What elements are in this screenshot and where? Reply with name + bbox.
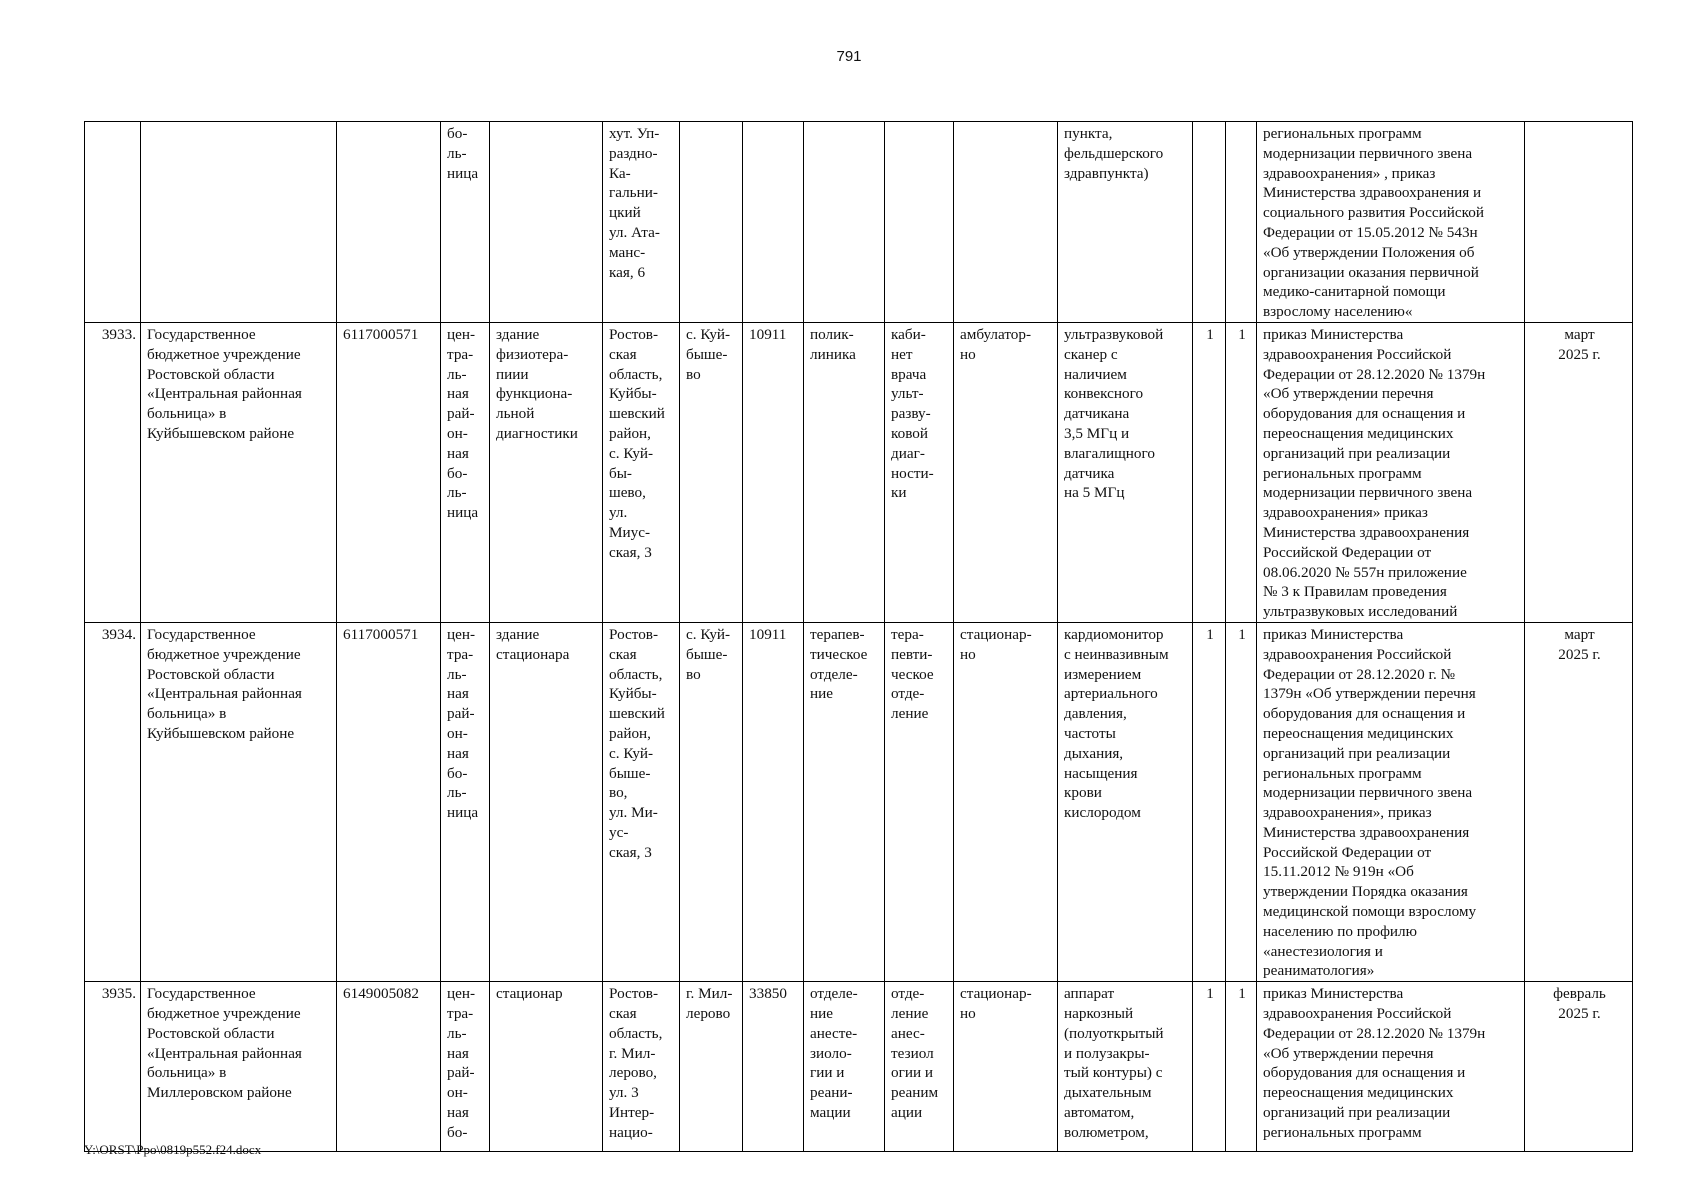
quantity-1-cell: 1 xyxy=(1193,622,1226,981)
subdivision-cell: отде- ление анес- тезиол огии и реаним ации xyxy=(885,982,954,1152)
department-cell: полик- линика xyxy=(804,322,885,622)
delivery-date-cell: март 2025 г. xyxy=(1525,322,1633,622)
facility-type-cell: бо- ль- ница xyxy=(441,122,490,323)
table-row xyxy=(85,122,1633,323)
organization-name-cell: Государственное бюджетное учреждение Ростовской области «Центральная районная больница» в Куйбышевском районе xyxy=(141,622,337,981)
organization-name-cell: Государственное бюджетное учреждение Ростовской области «Центральная районная больница» в Куйбышевском районе xyxy=(141,322,337,622)
department-cell: терапев- тическое отделе- ние xyxy=(804,622,885,981)
quantity-2-cell: 1 xyxy=(1226,322,1257,622)
delivery-date-cell: февраль 2025 г. xyxy=(1525,982,1633,1152)
subdivision-cell: тера- певти- ческое отде- ление xyxy=(885,622,954,981)
organization-name-cell xyxy=(141,122,337,323)
oktmo-code-cell: 10911 xyxy=(743,322,804,622)
equipment-name-cell: аппарат наркозный (полуоткрытый и полузакры- тый контуры) с дыхательным автоматом, волюметром, xyxy=(1058,982,1193,1152)
inn-code-cell: 6117000571 xyxy=(337,322,441,622)
row-number-cell: 3934. xyxy=(85,622,141,981)
equipment-table xyxy=(84,121,1633,1152)
equipment-name-cell: ультразвуковой сканер с наличием конвексного датчикана 3,5 МГц и влагалищного датчика на 5 МГц xyxy=(1058,322,1193,622)
subdivision-cell xyxy=(885,122,954,323)
settlement-cell: г. Мил- лерово xyxy=(680,982,743,1152)
table-row xyxy=(85,622,1633,981)
care-conditions-cell: стационар- но xyxy=(954,982,1058,1152)
inn-code-cell: 6149005082 xyxy=(337,982,441,1152)
oktmo-code-cell: 33850 xyxy=(743,982,804,1152)
facility-type-cell: цен- тра- ль- ная рай- он- ная бо- ль- ница xyxy=(441,322,490,622)
regulatory-basis-cell: приказ Министерства здравоохранения Российской Федерации от 28.12.2020 г. № 1379н «Об утверждении перечня оборудования для оснащения и переоснащения медицинских организаций при реализации региональных программ модернизации первичного звена здравоохранения», приказ Министерства здравоохранения Российской Федерации от 15.11.2012 № 919н «Об утверждении Порядка оказания медицинской помощи взрослому населению по профилю «анестезиология и реаниматология» xyxy=(1257,622,1525,981)
oktmo-code-cell: 10911 xyxy=(743,622,804,981)
quantity-2-cell xyxy=(1226,122,1257,323)
department-cell: отделе- ние анесте- зиоло- гии и реани- мации xyxy=(804,982,885,1152)
page-number: 791 xyxy=(836,48,862,65)
delivery-date-cell xyxy=(1525,122,1633,323)
quantity-2-cell: 1 xyxy=(1226,622,1257,981)
inn-code-cell xyxy=(337,122,441,323)
row-number-cell: 3933. xyxy=(85,322,141,622)
regulatory-basis-cell: приказ Министерства здравоохранения Российской Федерации от 28.12.2020 № 1379н «Об утверждении перечня оборудования для оснащения и переоснащения медицинских организаций при реализации региональных программ xyxy=(1257,982,1525,1152)
address-cell: Ростов- ская область, Куйбы- шевский район, с. Куй- бы- шево, ул. Миус- ская, 3 xyxy=(603,322,680,622)
quantity-1-cell xyxy=(1193,122,1226,323)
inn-code-cell: 6117000571 xyxy=(337,622,441,981)
row-number-cell xyxy=(85,122,141,323)
delivery-date-cell: март 2025 г. xyxy=(1525,622,1633,981)
address-cell: хут. Уп- раздно- Ка- гальни- цкий ул. Ата- манс- кая, 6 xyxy=(603,122,680,323)
settlement-cell: с. Куй- быше- во xyxy=(680,322,743,622)
quantity-1-cell: 1 xyxy=(1193,322,1226,622)
table-row xyxy=(85,322,1633,622)
quantity-1-cell: 1 xyxy=(1193,982,1226,1152)
address-cell: Ростов- ская область, г. Мил- лерово, ул. 3 Интер- нацио- xyxy=(603,982,680,1152)
care-conditions-cell: стационар- но xyxy=(954,622,1058,981)
organization-name-cell: Государственное бюджетное учреждение Ростовской области «Центральная районная больница» в Миллеровском районе xyxy=(141,982,337,1152)
care-conditions-cell: амбулатор- но xyxy=(954,322,1058,622)
quantity-2-cell: 1 xyxy=(1226,982,1257,1152)
table-row xyxy=(85,982,1633,1152)
building-name-cell: стационар xyxy=(490,982,603,1152)
regulatory-basis-cell: приказ Министерства здравоохранения Российской Федерации от 28.12.2020 № 1379н «Об утверждении перечня оборудования для оснащения и переоснащения медицинских организаций при реализации региональных программ модернизации первичного звена здравоохранения» приказ Министерства здравоохранения Российской Федерации от 08.06.2020 № 557н приложение № 3 к Правилам проведения ультразвуковых исследований xyxy=(1257,322,1525,622)
care-conditions-cell xyxy=(954,122,1058,323)
facility-type-cell: цен- тра- ль- ная рай- он- ная бо- ль- ница xyxy=(441,622,490,981)
settlement-cell: с. Куй- быше- во xyxy=(680,622,743,981)
subdivision-cell: каби- нет врача ульт- разву- ковой диаг- ности- ки xyxy=(885,322,954,622)
building-name-cell xyxy=(490,122,603,323)
building-name-cell: здание стационара xyxy=(490,622,603,981)
footer-file-path: Y:\ORST\Ppo\0819p552.f24.docx xyxy=(84,1142,262,1157)
settlement-cell xyxy=(680,122,743,323)
equipment-name-cell: пункта, фельдшерского здравпункта) xyxy=(1058,122,1193,323)
building-name-cell: здание физиотера- пиии функциона- льной диагностики xyxy=(490,322,603,622)
facility-type-cell: цен- тра- ль- ная рай- он- ная бо- xyxy=(441,982,490,1152)
department-cell xyxy=(804,122,885,323)
address-cell: Ростов- ская область, Куйбы- шевский район, с. Куй- быше- во, ул. Ми- ус- ская, 3 xyxy=(603,622,680,981)
equipment-name-cell: кардиомонитор с неинвазивным измерением артериального давления, частоты дыхания, насыщения крови кислородом xyxy=(1058,622,1193,981)
row-number-cell: 3935. xyxy=(85,982,141,1152)
regulatory-basis-cell: региональных программ модернизации первичного звена здравоохранения» , приказ Министерства здравоохранения и социального развития Российской Федерации от 15.05.2012 № 543н «Об утверждении Положения об организации оказания первичной медико-санитарной помощи взрослому населению« xyxy=(1257,122,1525,323)
oktmo-code-cell xyxy=(743,122,804,323)
